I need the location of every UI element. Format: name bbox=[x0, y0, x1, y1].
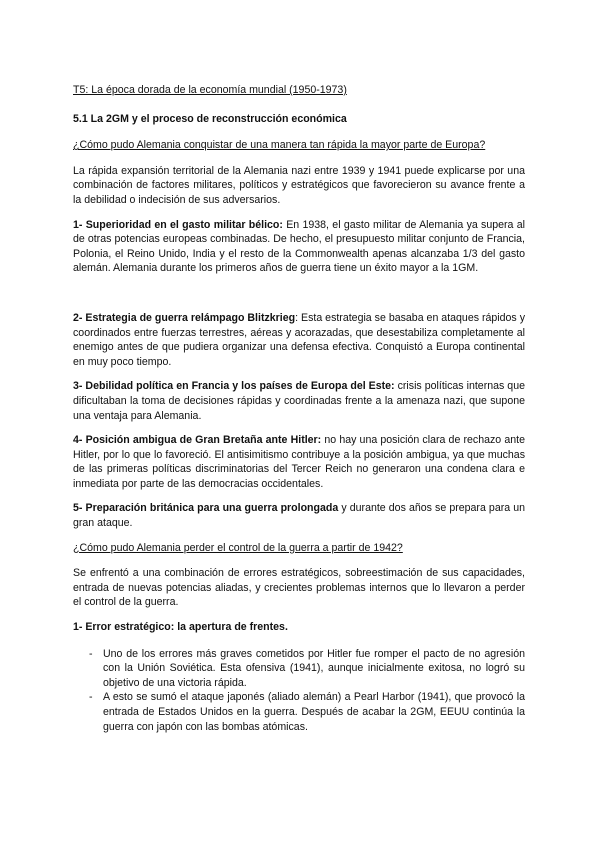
point-3 bbox=[73, 379, 525, 423]
point-1-text: En 1938, el gasto militar de Alemania ya supera al de otras potencias europeas combinadas. De hecho, el presupuesto militar conjunto de Francia, Polonia, el Reino Unido, India y el resto de la Commonwealth apenas alcanzaba 1/3 del gasto alemán. Alemania durante los primeros años de guerra tiene un éxito mayor a la 1GM. bbox=[73, 218, 525, 275]
dash-marker: - bbox=[89, 691, 93, 704]
point-2-text: : Esta estrategia se basaba en ataques rápidos y coordinados entre fuerzas terrestres, aéreas y acorazadas, que desestabiliza completamente al enemigo antes de que pudiera organizar una defensa efectiva. Conquistó a Europa continental en muy poco tiempo. bbox=[73, 311, 525, 368]
document-title: T5: La época dorada de la economía mundial (1950-1973) bbox=[73, 84, 347, 96]
list-item bbox=[73, 647, 525, 691]
question-loss: ¿Cómo pudo Alemania perder el control de la guerra a partir de 1942? bbox=[73, 541, 403, 554]
list-item-text: A esto se sumó el ataque japonés (aliado alemán) a Pearl Harbor (1941), que provocó la entrada de Estados Unidos en la guerra. Después de acabar la 2GM, EEUU continúa la guerra con japón con las bombas atómicas. bbox=[103, 691, 525, 733]
point-5-text: y durante dos años se prepara para un gran ataque. bbox=[73, 502, 526, 530]
list-item bbox=[73, 690, 525, 734]
list-item-text: Uno de los errores más graves cometidos por Hitler fue romper el pacto de no agresión con la Unión Soviética. Esta ofensiva (1941), aunque inicialmente exitosa, no logró su objetivo de una victoria rápida. bbox=[103, 647, 525, 689]
point-2-title: 2- Estrategia de guerra relámpago Blitzkrieg bbox=[73, 311, 296, 324]
subheading-error: 1- Error estratégico: la apertura de frentes. bbox=[73, 621, 288, 634]
point-4-text: no hay una posición clara de rechazo ante Hitler, por lo que lo favoreció. El antisimitismo contribuye a la posición ambigua, ya que muchas de las primeras políticas discriminatorias del Tercer Reich no generaron una condena clara e inmediata por parte de las democracias occidentales. bbox=[73, 434, 525, 490]
point-5 bbox=[73, 501, 525, 530]
point-1 bbox=[73, 218, 525, 276]
point-2 bbox=[73, 311, 525, 369]
intro-paragraph: La rápida expansión territorial de la Alemania nazi entre 1939 y 1941 puede explicarse por una combinación de factores militares, políticos y estratégicos que favorecieron su avance frente a la debilidad o indecisión de sus adversarios. bbox=[73, 164, 525, 206]
document-body bbox=[73, 83, 525, 734]
point-4-title: 4- Posición ambigua de Gran Bretaña ante Hitler: bbox=[73, 434, 322, 447]
point-4 bbox=[73, 433, 525, 491]
section-heading: 5.1 La 2GM y el proceso de reconstrucción económica bbox=[73, 112, 347, 125]
dash-marker: - bbox=[89, 647, 93, 660]
intro2-paragraph: Se enfrentó a una combinación de errores estratégicos, sobreestimación de sus capacidades, entrada de nuevas potencias aliadas, y crecientes problemas internos que lo llevaron a perder el control de la guerra. bbox=[73, 567, 525, 609]
point-3-text: crisis políticas internas que dificultaban la toma de decisiones rápidas y coordinadas frente a la amenaza nazi, que supone una ventaja para Alemania. bbox=[73, 380, 525, 422]
point-3-title: 3- Debilidad política en Francia y los países de Europa del Este: bbox=[73, 380, 395, 393]
spacer bbox=[73, 286, 525, 311]
question-conquest: ¿Cómo pudo Alemania conquistar de una manera tan rápida la mayor parte de Europa? bbox=[73, 139, 486, 152]
point-1-title: 1- Superioridad en el gasto militar bélico: bbox=[73, 218, 283, 231]
point-5-title: 5- Preparación británica para una guerra prolongada bbox=[73, 502, 339, 515]
bullet-list bbox=[73, 647, 525, 735]
